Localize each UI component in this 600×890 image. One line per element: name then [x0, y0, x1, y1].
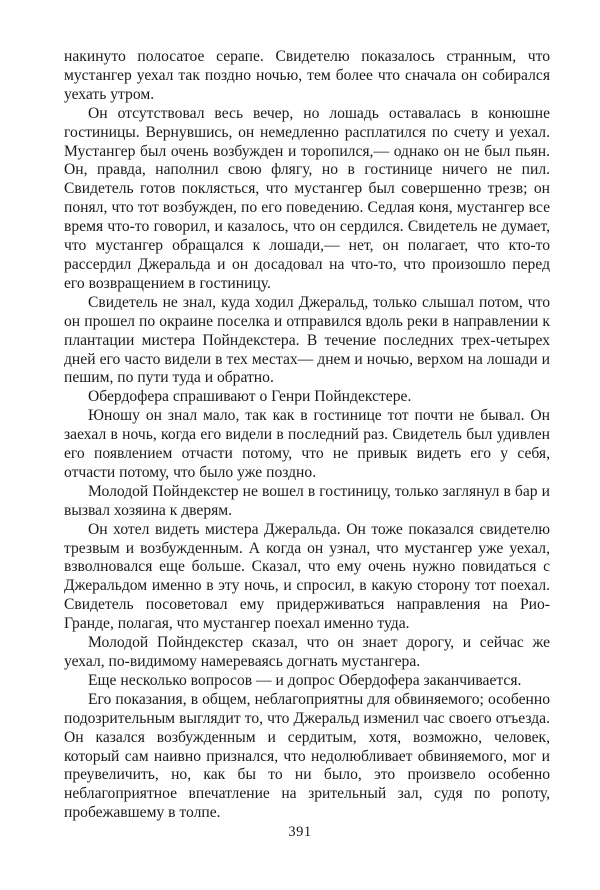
paragraph: Юношу он знал мало, так как в гостинице тот почти не бывал. Он заехал в ночь, когда его видели в последний раз. Свидетель был удивлен его появлением отчасти потому, что не привык видеть его у себя, отчасти потому, что было уже поздно.: [64, 407, 550, 481]
paragraph: Свидетель не знал, куда ходил Джеральд, только слышал потом, что он прошел по окраине поселка и отправился вдоль реки в направлении к плантации мистера Пойндекстера. В течение последних трех-четырех дней его часто видели в тех местах— днем и ночью, верхом на лошади и пешим, по пути туда и обратно.: [64, 293, 550, 387]
page-number: 391: [288, 824, 312, 840]
paragraph: Обердофера спрашивают о Генри Пойндекстере.: [88, 388, 412, 406]
paragraph-continued: накинуто полосатое серапе. Свидетелю показалось странным, что мустангер уехал так поздно ночью, тем более что сначала он собирался уехать утром.: [64, 48, 550, 103]
paragraph: Он хотел видеть мистера Джеральда. Он тоже показался свидетелю трезвым и возбужденным. А когда он узнал, что мустангер уже уехал, взволновался еще больше. Сказал, что ему очень нужно повидаться с Джеральдом именно в эту ночь, и спросил, в какую сторону тот поехал. Свидетель посоветовал ему придерживаться направления на Рио-Гранде, полагая, что мустангер поехал именно туда.: [64, 520, 550, 633]
paragraph: Молодой Пойндекстер сказал, что он знает дорогу, и сейчас же уехал, по-видимому намереваясь догнать мустангера.: [64, 634, 550, 670]
paragraph: Молодой Пойндекстер не вошел в гостиницу, только заглянул в бар и вызвал хозяина к дверям.: [64, 482, 550, 519]
page-text: [64, 48, 550, 823]
paragraph: Его показания, в общем, неблагоприятны для обвиняемого; особенно подозрительным выглядит то, что Джеральд изменил час своего отъезда. Он казался возбужденным и сердитым, хотя, возможно, человек, который сам наивно признался, что недолюбливает обвиняемого, мог и преувеличить, но, как бы то ни было, это произвело особенно неблагоприятное впечатление на зрительный зал, судя по ропоту, пробежавшему в толпе.: [64, 690, 550, 822]
paragraph: Еще несколько вопросов — и допрос Обердофера заканчивается.: [88, 671, 522, 689]
paragraph: Он отсутствовал весь вечер, но лошадь оставалась в конюшне гостиницы. Вернувшись, он немедленно расплатился по счету и уехал. Мустангер был очень возбужден и торопился,— однако он не был пьян. Он, правда, наполнил свою флягу, но в гостинице ничего не пил. Свидетель готов поклясться, что мустангер был совершенно трезв; он понял, что тот возбужден, по его поведению. Седлая коня, мустангер все время что-то говорил, и казалось, что он сердился. Свидетель не думает, что мустангер обращался к лошади,— нет, он полагает, что кто-то рассердил Джеральда и он досадовал на что-то, что произошло перед его возвращением в гостиницу.: [64, 104, 550, 292]
